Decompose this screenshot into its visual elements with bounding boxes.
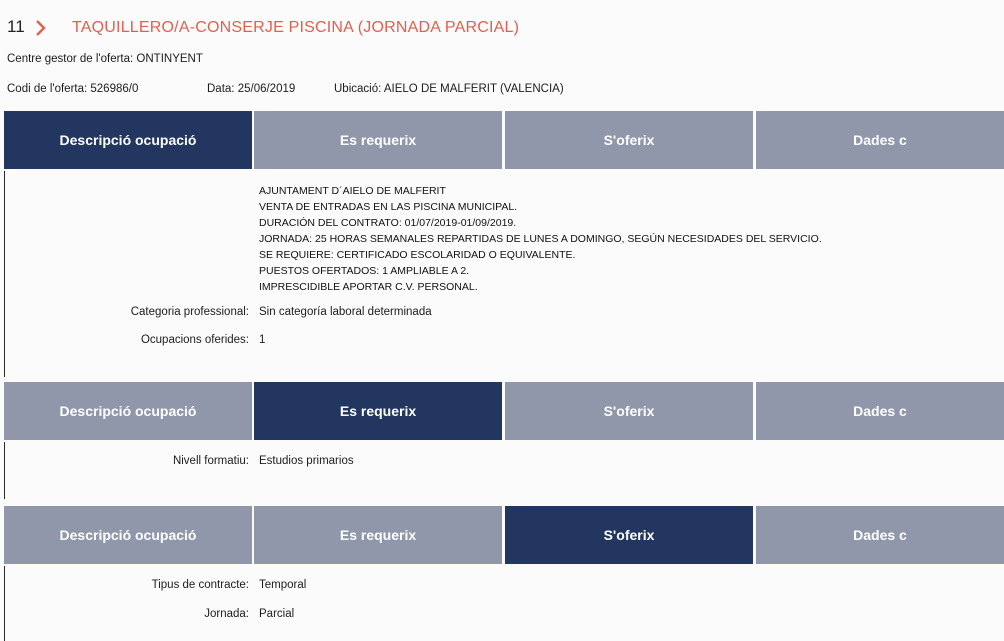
code-label: Codi de l'oferta: bbox=[7, 83, 88, 95]
workday-label: Jornada: bbox=[204, 608, 249, 620]
training-label: Nivell formatiu: bbox=[172, 455, 249, 467]
tab-descripcio-ocupacio[interactable]: Descripció ocupació bbox=[4, 111, 252, 169]
contract-type-label: Tipus de contracte: bbox=[151, 579, 249, 591]
tab-bar bbox=[0, 111, 907, 171]
chevron-right-icon bbox=[33, 18, 49, 38]
description-line: DURACIÓN DEL CONTRATO: 01/07/2019-01/09/2019. bbox=[259, 217, 517, 229]
tab-es-requerix[interactable]: Es requerix bbox=[254, 382, 502, 440]
location-row bbox=[334, 83, 564, 95]
category-value: Sin categoría laboral determinada bbox=[259, 306, 432, 318]
description-line: AJUNTAMENT D´AIELO DE MALFERIT bbox=[259, 185, 446, 197]
description-line: VENTA DE ENTRADAS EN LAS PISCINA MUNICIPAL. bbox=[259, 201, 518, 213]
offer-title[interactable]: TAQUILLERO/A-CONSERJE PISCINA (JORNADA PARCIAL) bbox=[72, 19, 520, 36]
tab-es-requerix[interactable]: Es requerix bbox=[254, 506, 502, 564]
contract-type-value: Temporal bbox=[259, 579, 307, 591]
tab-es-requerix[interactable]: Es requerix bbox=[254, 111, 502, 169]
category-label: Categoria professional: bbox=[130, 306, 249, 318]
occupations-label: Ocupacions oferides: bbox=[140, 334, 249, 346]
description-panel bbox=[4, 171, 882, 377]
training-value: Estudios primarios bbox=[259, 455, 354, 467]
tab-descripcio-ocupacio[interactable]: Descripció ocupació bbox=[4, 506, 252, 564]
offer-number: 11 bbox=[7, 17, 25, 36]
location-value: AIELO DE MALFERIT (VALENCIA) bbox=[383, 83, 564, 95]
centre-row bbox=[7, 53, 203, 65]
code-value: 526986/0 bbox=[90, 83, 139, 95]
tab-descripcio-ocupacio[interactable]: Descripció ocupació bbox=[4, 382, 252, 440]
date-label: Data: bbox=[207, 83, 235, 95]
description-line: JORNADA: 25 HORAS SEMANALES REPARTIDAS DE LUNES A DOMINGO, SEGÚN NECESIDADES DEL SERVICIO. bbox=[259, 233, 822, 245]
tab-bar bbox=[0, 506, 907, 566]
workday-value: Parcial bbox=[259, 608, 295, 620]
date-row bbox=[207, 83, 295, 95]
centre-value: ONTINYENT bbox=[136, 53, 203, 65]
tab-dades-contacte[interactable]: Dades c bbox=[756, 111, 1004, 169]
tab-s-oferix[interactable]: S'oferix bbox=[505, 111, 753, 169]
date-value: 25/06/2019 bbox=[237, 83, 296, 95]
tab-s-oferix[interactable]: S'oferix bbox=[505, 506, 753, 564]
description-line: PUESTOS OFERTADOS: 1 AMPLIABLE A 2. bbox=[259, 265, 470, 277]
description-line: SE REQUIERE: CERTIFICADO ESCOLARIDAD O EQUIVALENTE. bbox=[259, 249, 576, 261]
description-line: IMPRESCIDIBLE APORTAR C.V. PERSONAL. bbox=[259, 281, 478, 293]
tab-dades-contacte[interactable]: Dades c bbox=[756, 506, 1004, 564]
centre-label: Centre gestor de l'oferta: bbox=[7, 53, 134, 65]
occupations-value: 1 bbox=[259, 334, 266, 346]
code-row bbox=[7, 83, 138, 95]
tab-bar bbox=[0, 382, 907, 442]
requirements-panel bbox=[4, 442, 882, 499]
tab-s-oferix[interactable]: S'oferix bbox=[505, 382, 753, 440]
offer-panel bbox=[4, 566, 882, 641]
tab-dades-contacte[interactable]: Dades c bbox=[756, 382, 1004, 440]
location-label: Ubicació: bbox=[334, 83, 382, 95]
